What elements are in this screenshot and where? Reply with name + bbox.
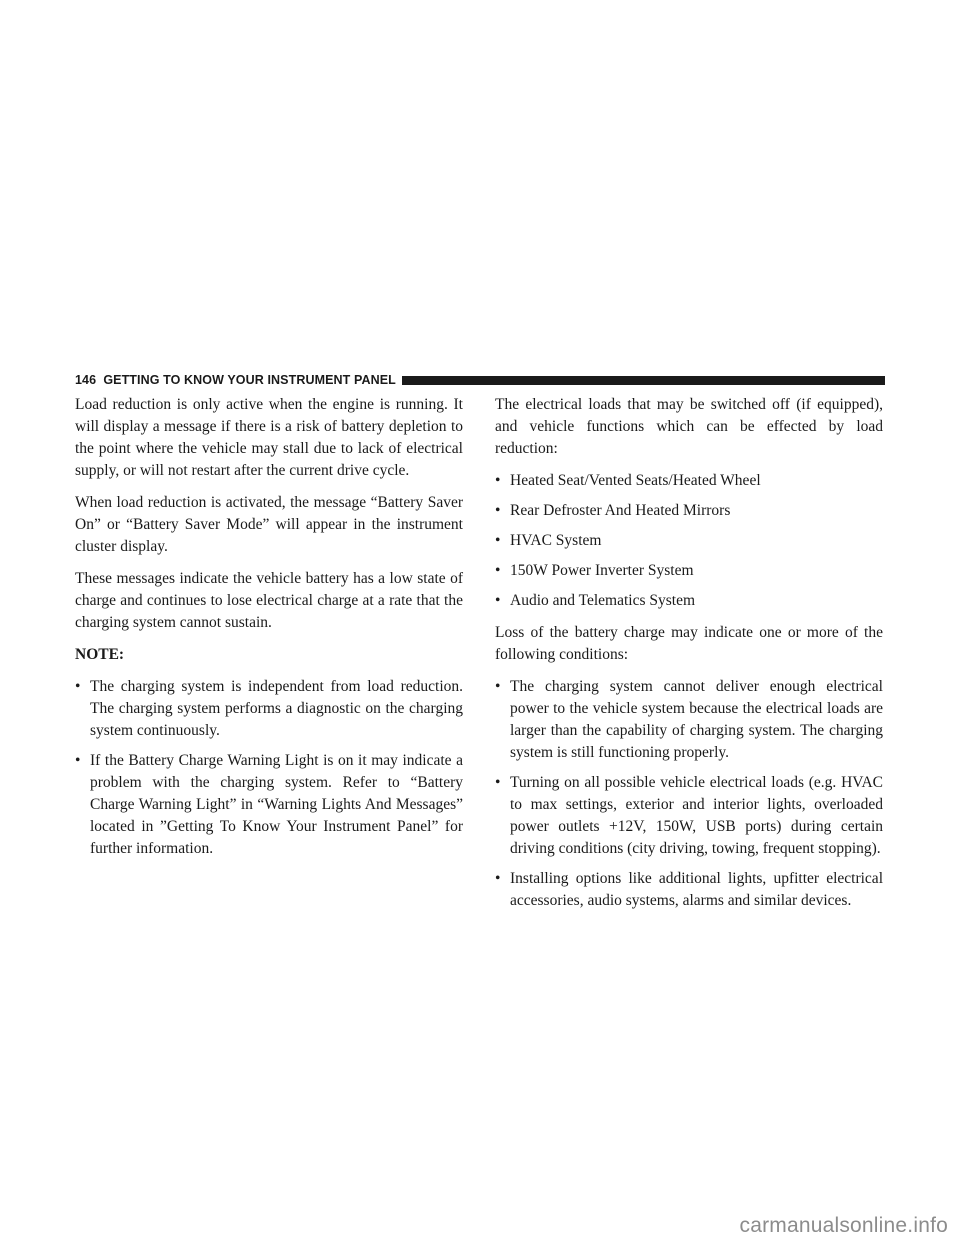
bullet-icon: • [495, 532, 501, 549]
page-header [75, 371, 885, 389]
section-title: GETTING TO KNOW YOUR INSTRUMENT PANEL [103, 373, 396, 387]
bullet-icon: • [495, 774, 501, 791]
note-list-item-text: If the Battery Charge Warning Light is on it may indicate a problem with the charging system. Refer to “Battery Charge Warning Light” in “Warning Lights And Messages” located in ”Getting To Know Your Instrument Panel” for further information. [90, 752, 463, 857]
note-list-item [75, 676, 463, 742]
bullet-icon: • [495, 472, 501, 489]
loads-list-item-text: Audio and Telematics System [510, 592, 696, 609]
paragraph-load-reduction: Load reduction is only active when the engine is running. It will display a message if there is a risk of battery depletion to the point where the vehicle may stall due to lack of electrical supply, or will not restart after the current drive cycle. [75, 396, 463, 479]
paragraph-battery-saver: When load reduction is activated, the message “Battery Saver On” or “Battery Saver Mode” will appear in the instrument cluster display. [75, 494, 463, 555]
loads-list-item-text: Rear Defroster And Heated Mirrors [510, 502, 731, 519]
watermark: carmanualsonline.info [739, 1214, 948, 1237]
left-column [75, 394, 463, 870]
conditions-list-item [495, 868, 883, 912]
loads-list-item [495, 590, 883, 612]
paragraph-loss-of-charge: Loss of the battery charge may indicate one or more of the following conditions: [495, 624, 883, 663]
loads-list-item [495, 530, 883, 552]
header-rule [402, 376, 885, 385]
loads-list-item [495, 500, 883, 522]
bullet-icon: • [495, 870, 501, 887]
conditions-list-item-text: Installing options like additional lights, upfitter electrical accessories, audio systems, alarms and similar devices. [510, 870, 883, 909]
bullet-icon: • [75, 678, 81, 695]
page-number: 146 [75, 373, 97, 387]
conditions-list-item-text: Turning on all possible vehicle electrical loads (e.g. HVAC to max settings, exterior and interior lights, overloaded power outlets +12V, 150W, USB ports) during certain driving conditions (city driving, towing, frequent stopping). [510, 774, 883, 857]
conditions-list-item-text: The charging system cannot deliver enough electrical power to the vehicle system because the electrical loads are larger than the capability of charging system. The charging system is still functioning properly. [510, 678, 883, 761]
conditions-list [495, 676, 883, 912]
paragraph-electrical-loads: The electrical loads that may be switched off (if equipped), and vehicle functions which can be effected by load reduction: [495, 396, 883, 457]
note-list [75, 676, 463, 860]
note-list-item-text: The charging system is independent from load reduction. The charging system performs a diagnostic on the charging system continuously. [90, 678, 463, 739]
loads-list-item-text: Heated Seat/Vented Seats/Heated Wheel [510, 472, 761, 489]
loads-list-item [495, 470, 883, 492]
loads-list-item [495, 560, 883, 582]
paragraph-low-charge: These messages indicate the vehicle battery has a low state of charge and continues to lose electrical charge at a rate that the charging system cannot sustain. [75, 570, 463, 631]
bullet-icon: • [75, 752, 81, 769]
loads-list [495, 470, 883, 612]
conditions-list-item [495, 772, 883, 860]
loads-list-item-text: HVAC System [510, 532, 602, 549]
bullet-icon: • [495, 678, 501, 695]
right-column [495, 394, 883, 922]
loads-list-item-text: 150W Power Inverter System [510, 562, 694, 579]
conditions-list-item [495, 676, 883, 764]
bullet-icon: • [495, 562, 501, 579]
bullet-icon: • [495, 502, 501, 519]
page-header-text [75, 373, 396, 387]
note-label: NOTE: [75, 646, 125, 663]
bullet-icon: • [495, 592, 501, 609]
note-list-item [75, 750, 463, 860]
